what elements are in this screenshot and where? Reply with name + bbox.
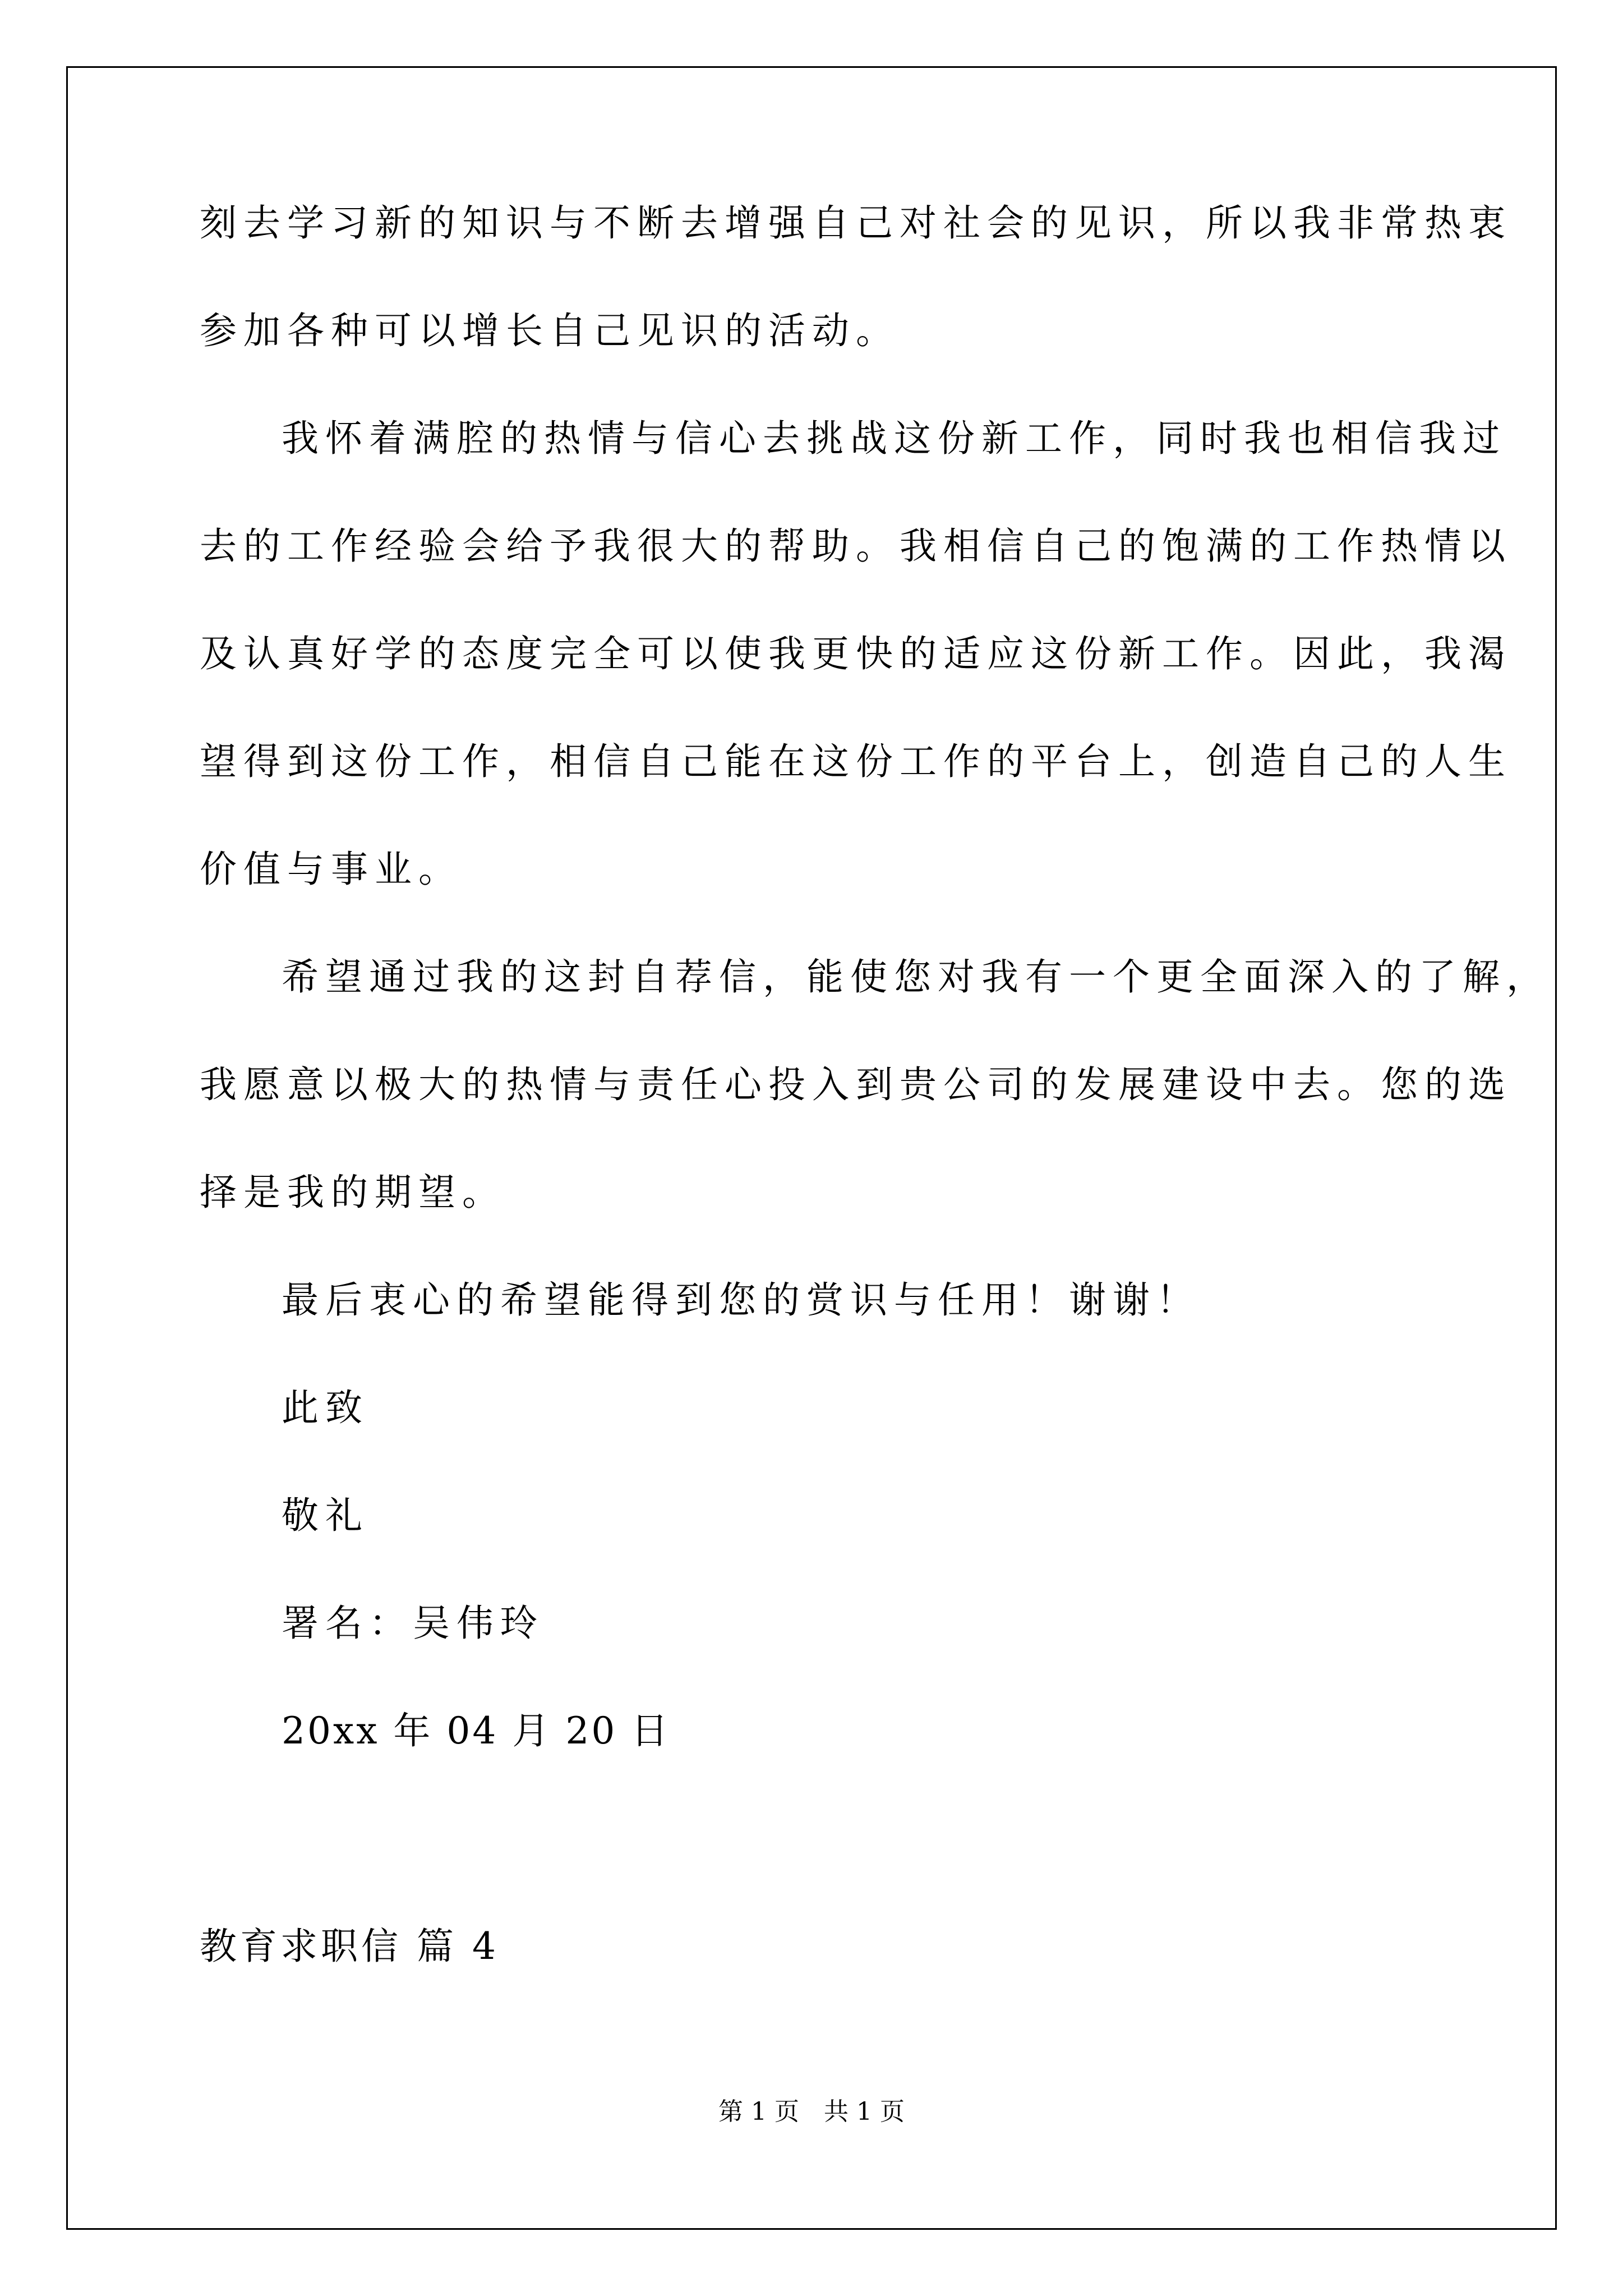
signature: 署名：吴伟玲 (282, 1602, 544, 1645)
salutation-ci-zhi: 此致 (282, 1386, 369, 1429)
paragraph-line: 价值与事业。 (200, 848, 462, 891)
paragraph-2 (200, 412, 1512, 896)
paragraph-line: 望得到这份工作，相信自己能在这份工作的平台上，创造自己的人生 (200, 740, 1512, 783)
paragraph-line: 参加各种可以增长自己见识的活动。 (200, 309, 900, 352)
paragraph-line: 去的工作经验会给予我很大的帮助。我相信自己的饱满的工作热情以 (200, 524, 1512, 568)
paragraph-line: 择是我的期望。 (200, 1171, 506, 1214)
closing-block (200, 1273, 1450, 1758)
spacer (200, 1812, 1450, 1866)
closing-thanks: 最后衷心的希望能得到您的赏识与任用！谢谢！ (282, 1278, 1200, 1322)
paragraph-line: 刻去学习新的知识与不断去增强自己对社会的见识，所以我非常热衷 (200, 201, 1512, 245)
paragraph-1 (200, 196, 1512, 358)
paragraph-line: 我愿意以极大的热情与责任心投入到贵公司的发展建设中去。您的选 (200, 1063, 1512, 1106)
letter-date: 20xx 年 04 月 20 日 (282, 1709, 671, 1752)
document-body (200, 196, 1550, 2027)
next-section-heading: 教育求职信 篇 4 (200, 1925, 499, 1968)
salutation-jing-li: 敬礼 (282, 1494, 369, 1537)
paragraph-line: 希望通过我的这封自荐信，能使您对我有一个更全面深入的了解， (282, 955, 1550, 999)
paragraph-line: 我怀着满腔的热情与信心去挑战这份新工作，同时我也相信我过 (282, 417, 1506, 460)
paragraph-line: 及认真好学的态度完全可以使我更快的适应这份新工作。因此，我渴 (200, 632, 1512, 675)
page-footer: 第 1 页 共 1 页 (718, 2097, 905, 2126)
paragraph-3 (200, 950, 1550, 1220)
